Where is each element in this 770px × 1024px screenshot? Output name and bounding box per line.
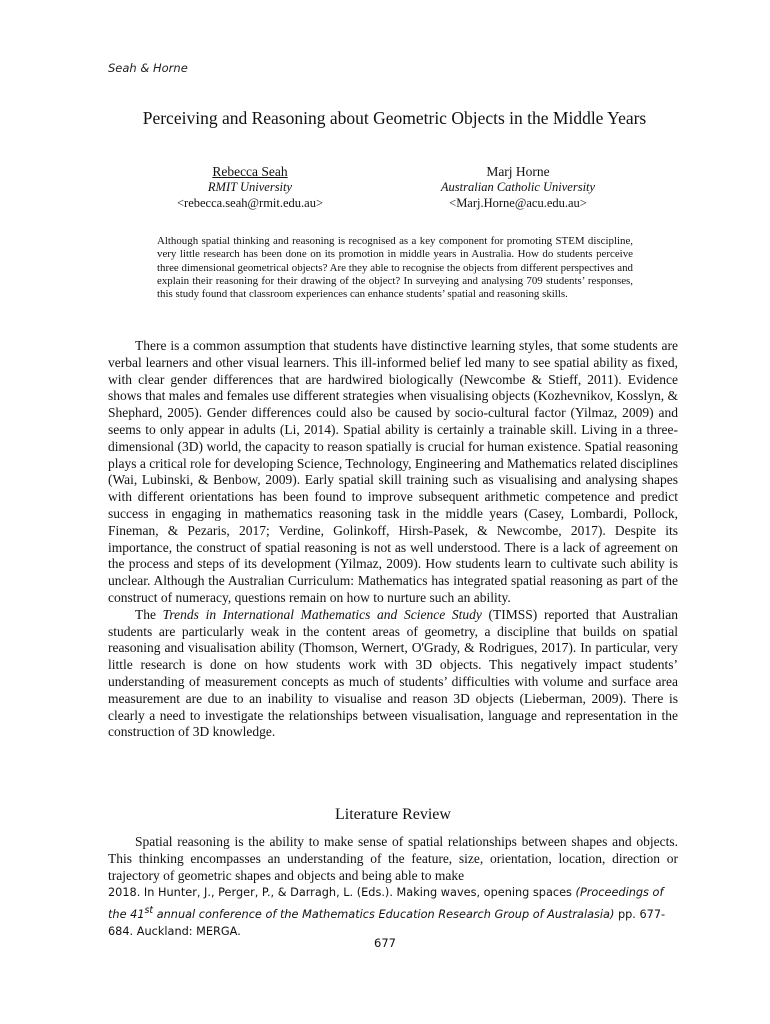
- author-affiliation: Australian Catholic University: [440, 180, 596, 194]
- citation-proceedings: (Proceedings of the 41: [108, 886, 664, 921]
- author-block: [120, 163, 380, 211]
- author-block: [388, 163, 648, 211]
- intro-text: (TIMSS) reported that Australian students are particularly weak in the content areas of geometry, a discipline that builds on spatial reasoning and visualisation ability (Thomson, Wernert, O'Grady, & Rodrigues, 2017). In particular, very little research is done on how students work with 3D objects. This negatively impact students’ understanding of measurement concepts as much of students’ difficulties with volume and surface area measurement are due to an inability to visualise and reason 3D objects (Lieberman, 2009). There is clearly a need to investigate the relationships between visualisation, language and representation in the construction of 3D knowledge.: [108, 606, 678, 740]
- literature-paragraph: Spatial reasoning is the ability to make sense of spatial relationships between shapes and objects. This thinking encompasses an understanding of the feature, size, orientation, location, direction or trajectory of geometric shapes and objects and being able to make: [108, 834, 678, 883]
- author-name[interactable]: Rebecca Seah: [212, 164, 288, 179]
- citation-footer: [108, 884, 678, 940]
- citation-text: 2018. In Hunter, J., Perger, P., & Darragh, L. (Eds.). Making waves, opening spaces: [108, 886, 576, 899]
- abstract: Although spatial thinking and reasoning is recognised as a key component for promoting STEM discipline, very little research has been done on its promotion in middle years in Australia. How do students perceive three dimensional geometrical objects? Are they able to recognise the objects from different perspectives and explain their reasoning for their drawing of the object? In surveying and analysing 709 students’ responses, this study found that classroom experiences can enhance students’ spatial and reasoning skills.: [157, 235, 633, 301]
- citation-superscript: st: [144, 904, 154, 916]
- intro-paragraph: There is a common assumption that students have distinctive learning styles, that some students are verbal learners and other visual learners. This ill-informed belief led many to see spatial ability as fixed, with clear gender differences that are hardwired biologically (Newcombe & Stieff, 2011). Evidence shows that males and females use different strategies when visualising objects (Kozhevnikov, Kosslyn, & Shephard, 2005). Gender differences could also be caused by socio-cultural factor (Yilmaz, 2009) and seems to only appear in adults (Li, 2014). Spatial ability is certainly a trainable skill. Living in a three-dimensional (3D) world, the capacity to reason spatially is crucial for human existence. Spatial reasoning plays a critical role for developing Science, Technology, Engineering and Mathematics related disciplines (Wai, Lubinski, & Benbow, 2009). Early spatial skill training such as visualising and analysing shapes with different orientations has been found to improve subsequent arithmetic competence and predict success in engaging in mathematics reasoning task in the middle years (Casey, Lombardi, Pollock, Fineman, & Pezaris, 2017; Verdine, Golinkoff, Hirsh-Pasek, & Newcombe, 2017). Despite its importance, the construct of spatial reasoning is not as well understood. There is a lack of agreement on the process and steps of its development (Yilmaz, 2009). How students learn to cultivate such ability is unclear. Although the Australian Curriculum: Mathematics has integrated spatial reasoning as part of the construct of numeracy, questions remain on how to nurture such an ability.: [108, 338, 678, 605]
- author-affiliation: RMIT University: [207, 180, 293, 194]
- page-number: 677: [374, 936, 396, 950]
- intro-text: The: [135, 606, 163, 622]
- citation-text: pp. 677-684. Auckland: MERGA.: [108, 907, 666, 938]
- paper-title: Perceiving and Reasoning about Geometric Objects in the Middle Years: [142, 108, 647, 128]
- literature-review: [108, 834, 678, 884]
- introduction: [108, 338, 678, 741]
- intro-paragraph: [108, 607, 678, 741]
- author-email: <rebecca.seah@rmit.edu.au>: [176, 196, 324, 210]
- running-head: Seah & Horne: [108, 61, 188, 75]
- author-email: <Marj.Horne@acu.edu.au>: [449, 196, 587, 210]
- timss-title: Trends in International Mathematics and Science Study: [162, 606, 482, 622]
- author-name: Marj Horne: [486, 164, 550, 179]
- citation-proceedings: annual conference of the Mathematics Education Research Group of Australasia): [153, 907, 615, 921]
- section-heading: Literature Review: [335, 806, 451, 823]
